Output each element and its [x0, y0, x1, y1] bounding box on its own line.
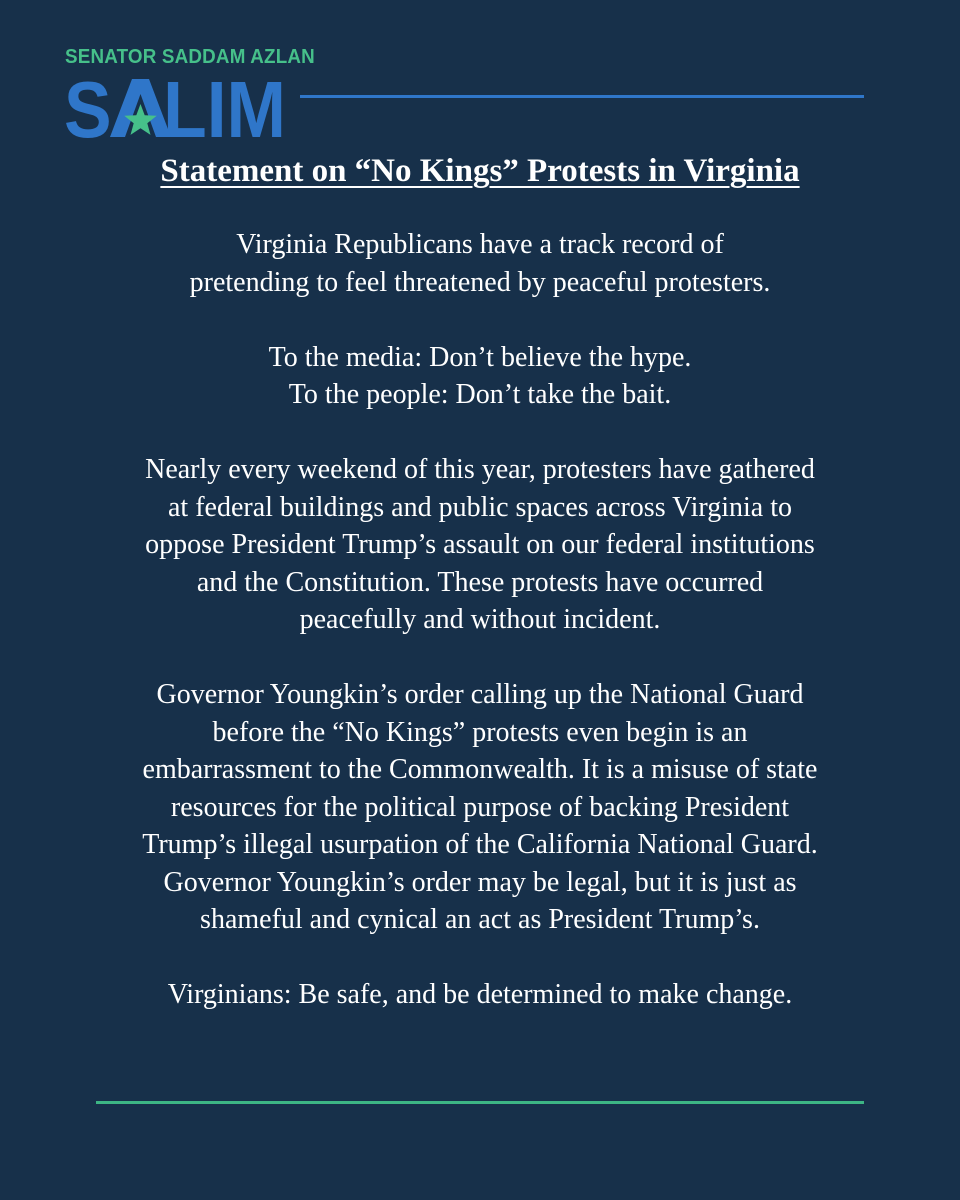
- statement-paragraph: [60, 339, 900, 414]
- logo-surname-wordmark: [64, 66, 304, 142]
- paragraph-line: shameful and cynical an act as President Trump’s.: [200, 904, 760, 935]
- paragraph-line: Trump’s illegal usurpation of the California National Guard.: [142, 829, 818, 860]
- paragraph-line: pretending to feel threatened by peaceful protesters.: [189, 266, 771, 298]
- statement-paragraph: [60, 676, 900, 939]
- statement-body: [60, 226, 900, 1051]
- statement-paragraph: [60, 226, 900, 301]
- logo-letter-i: I: [206, 66, 229, 142]
- paragraph-line: Virginians: Be safe, and be determined to make change.: [167, 979, 793, 1010]
- statement-paragraph: [60, 451, 900, 639]
- paragraph-line: Nearly every weekend of this year, protesters have gathered: [145, 454, 815, 485]
- logo-letter-s: S: [64, 66, 118, 142]
- senator-logo: [64, 46, 315, 142]
- statement-paragraph: [60, 976, 900, 1014]
- paragraph-line: resources for the political purpose of backing President: [170, 791, 790, 823]
- paragraph-line: Virginia Republicans have a track record of: [236, 229, 724, 260]
- paragraph-line: embarrassment to the Commonwealth. It is a misuse of state: [142, 754, 818, 785]
- paragraph-line: oppose President Trump’s assault on our federal institutions: [145, 529, 815, 560]
- paragraph-line: at federal buildings and public spaces across Virginia to: [167, 491, 792, 523]
- paragraph-line: Governor Youngkin’s order may be legal, but it is just as: [163, 866, 797, 898]
- paragraph-line: To the people: Don’t take the bait.: [288, 379, 672, 410]
- paragraph-line: peacefully and without incident.: [299, 604, 661, 635]
- header-divider: [300, 95, 864, 98]
- logo-letter-m: M: [226, 66, 294, 142]
- logo-surname-text: [64, 66, 294, 142]
- paragraph-line: To the media: Don’t believe the hype.: [268, 341, 692, 373]
- paragraph-line: before the “No Kings” protests even begin is an: [212, 716, 748, 748]
- paragraph-line: Governor Youngkin’s order calling up the National Guard: [156, 679, 804, 710]
- logo-letter-a: A: [111, 66, 170, 142]
- logo-senator-line: SENATOR SADDAM AZLAN: [65, 46, 315, 68]
- statement-title: Statement on “No Kings” Protests in Virginia: [160, 153, 800, 189]
- paragraph-line: and the Constitution. These protests have occurred: [196, 566, 764, 598]
- logo-letter-l: L: [163, 66, 213, 142]
- footer-divider: [96, 1101, 864, 1104]
